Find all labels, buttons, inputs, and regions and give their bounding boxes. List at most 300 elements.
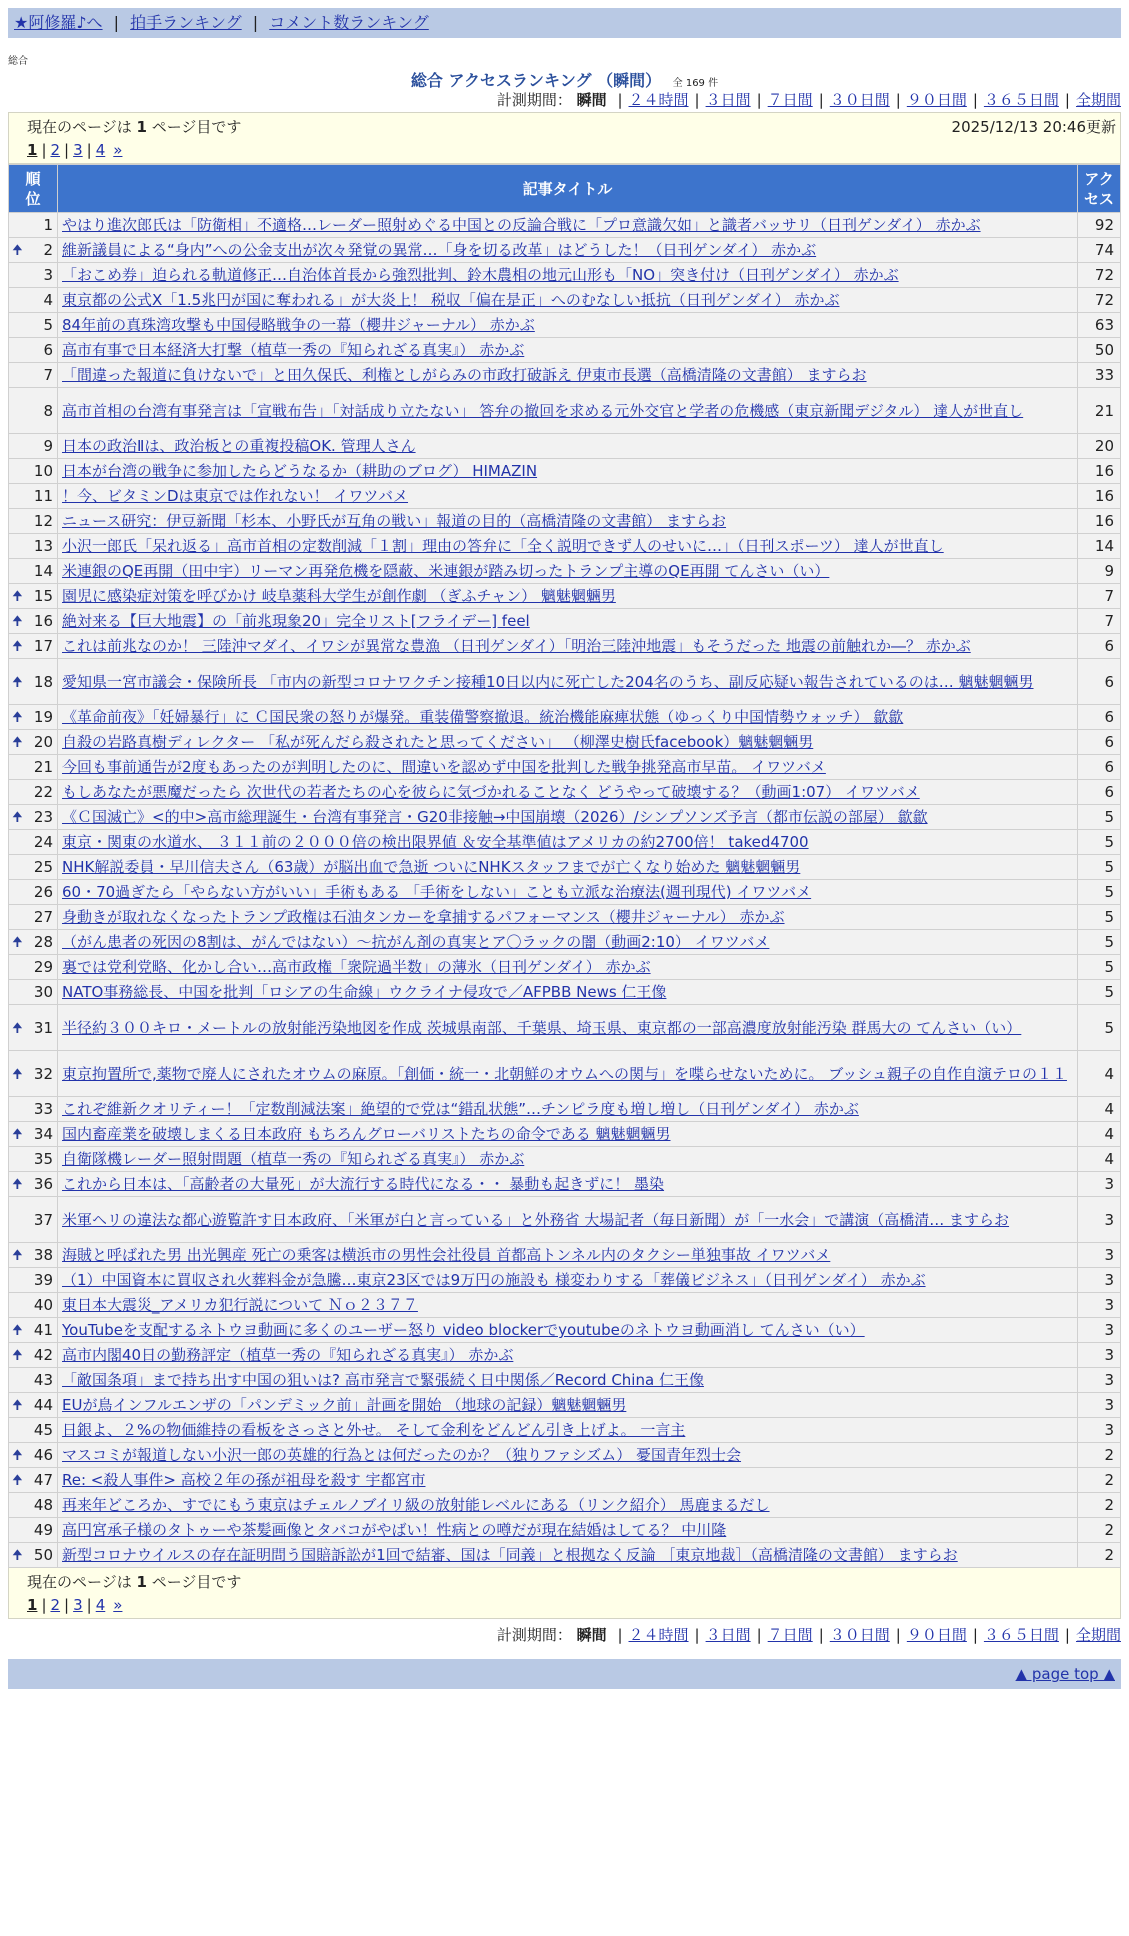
up-arrow-icon: 🠉 bbox=[12, 614, 23, 629]
access-header bbox=[1078, 165, 1121, 213]
article-link[interactable]: 高市有事で日本経済大打撃（植草一秀の『知られざる真実』） 赤かぶ bbox=[62, 341, 525, 359]
rank-number: 42 bbox=[33, 1346, 53, 1364]
article-link[interactable]: （がん患者の死因の8割は、がんではない）～抗がん剤の真実とア〇ラックの闇（動画2:10） イワツバメ bbox=[62, 933, 770, 951]
title-cell bbox=[58, 1468, 1078, 1493]
rank-cell bbox=[9, 1293, 58, 1318]
rank-cell bbox=[9, 1097, 58, 1122]
up-arrow-icon: 🠉 bbox=[12, 935, 23, 950]
title-header: 記事タイトル bbox=[58, 165, 1078, 213]
article-link[interactable]: （1）中国資本に買収され火葬料金が急騰…東京23区では9万円の施設も 様変わりする「葬儀ビジネス」（日刊ゲンダイ） 赤かぶ bbox=[62, 1271, 926, 1289]
nav-separator: | bbox=[113, 13, 120, 32]
rank-header-label: 順位 bbox=[25, 169, 41, 208]
rank-cell bbox=[9, 338, 58, 363]
up-arrow-icon: 🠉 bbox=[12, 674, 23, 690]
pagination-top bbox=[27, 139, 1116, 163]
rank-cell bbox=[9, 780, 58, 805]
rank-number: 41 bbox=[33, 1321, 53, 1339]
table-row bbox=[9, 1097, 1121, 1122]
period-link[interactable]: ９０日間 bbox=[906, 91, 967, 109]
article-link[interactable]: YouTubeを支配するネトウヨ動画に多くのユーザー怒り video blockerでyoutubeのネトウヨ動画消し てんさい（い） bbox=[62, 1321, 865, 1339]
access-count: 3 bbox=[1078, 1293, 1121, 1318]
rank-cell bbox=[9, 1343, 58, 1368]
rank-cell bbox=[9, 313, 58, 338]
article-link[interactable]: 絶対来る【巨大地震】の「前兆現象20」完全リスト[フライデー] feel bbox=[62, 612, 530, 630]
page-link[interactable]: 4 bbox=[95, 1596, 106, 1614]
article-link[interactable]: マスコミが報道しない小沢一郎の英雄的行為とは何だったのか？（独りファシズム） 憂国青年烈士会 bbox=[62, 1446, 742, 1464]
rank-number: 10 bbox=[33, 462, 53, 480]
rank-number: 43 bbox=[33, 1371, 53, 1389]
rank-number: 19 bbox=[33, 708, 53, 726]
up-arrow-icon: 🠉 bbox=[12, 1473, 23, 1488]
page-link[interactable]: 3 bbox=[73, 141, 83, 159]
rank-cell bbox=[9, 805, 58, 830]
access-count: 4 bbox=[1078, 1147, 1121, 1172]
article-link[interactable]: 東京都の公式X「1.5兆円が国に奪われる」が大炎上！ 税収「偏在是正」へのむなしい抵抗（日刊ゲンダイ） 赤かぶ bbox=[62, 291, 840, 309]
period-separator: | bbox=[972, 1626, 978, 1644]
table-row bbox=[9, 434, 1121, 459]
rank-cell bbox=[9, 1172, 58, 1197]
rank-cell bbox=[9, 509, 58, 534]
rank-header bbox=[9, 165, 58, 213]
access-count: 5 bbox=[1078, 830, 1121, 855]
period-label: 計測期間： bbox=[496, 91, 572, 109]
access-count: 4 bbox=[1078, 1051, 1121, 1097]
article-link[interactable]: 再来年どころか、すでにもう東京はチェルノブイリ級の放射能レベルにある（リンク紹介） 馬鹿まるだし bbox=[62, 1496, 770, 1514]
nav-separator: | bbox=[252, 13, 259, 32]
period-link[interactable]: ２４時間 bbox=[628, 91, 689, 109]
access-count: 6 bbox=[1078, 634, 1121, 659]
article-link[interactable]: 《Ｃ国滅亡》<的中>高市総理誕生・台湾有事発言・G20非接触→中国崩壊（2026）/シンプソンズ予言（都市伝説の部屋） 歙歙 bbox=[62, 808, 928, 826]
period-separator: | bbox=[756, 91, 762, 109]
article-link[interactable]: 「敵国条項」まで持ち出す中国の狙いは? 高市発言で緊張続く日中関係／Record China 仁王像 bbox=[62, 1371, 704, 1389]
article-link[interactable]: 海賊と呼ばれた男 出光興産 死亡の乗客は横浜市の男性会社役員 首都高トンネル内のタクシー単独事故 イワツバメ bbox=[62, 1246, 831, 1264]
rank-number: 24 bbox=[33, 833, 53, 851]
table-row bbox=[9, 1051, 1121, 1097]
rank-number: 33 bbox=[33, 1100, 53, 1118]
title-cell bbox=[58, 1097, 1078, 1122]
title-cell bbox=[58, 1005, 1078, 1051]
updated-timestamp: 2025/12/13 20:46更新 bbox=[951, 118, 1116, 136]
rank-number: 35 bbox=[33, 1150, 53, 1168]
table-row bbox=[9, 905, 1121, 930]
table-row bbox=[9, 880, 1121, 905]
article-link[interactable]: これぞ維新クオリティー！「定数削減法案」絶望的で党は“錯乱状態”…チンピラ度も増し増し（日刊ゲンダイ） 赤かぶ bbox=[62, 1100, 859, 1118]
access-count: 2 bbox=[1078, 1518, 1121, 1543]
period-link[interactable]: ３日間 bbox=[705, 91, 751, 109]
title-cell bbox=[58, 484, 1078, 509]
up-arrow-icon: 🠉 bbox=[12, 1127, 23, 1142]
title-cell bbox=[58, 1443, 1078, 1468]
up-arrow-icon: 🠉 bbox=[12, 1177, 23, 1192]
rank-number: 49 bbox=[33, 1521, 53, 1539]
access-count: 20 bbox=[1078, 434, 1121, 459]
rank-cell bbox=[9, 484, 58, 509]
article-link[interactable]: 日本の政治Ⅱは、政治板との重複投稿OK. 管理人さん bbox=[62, 437, 416, 455]
access-count: 72 bbox=[1078, 263, 1121, 288]
table-row bbox=[9, 780, 1121, 805]
rank-cell bbox=[9, 1318, 58, 1343]
rank-number: 36 bbox=[33, 1175, 53, 1193]
table-row bbox=[9, 1393, 1121, 1418]
table-row bbox=[9, 1293, 1121, 1318]
period-link[interactable]: ３６５日間 bbox=[983, 1626, 1059, 1644]
table-row bbox=[9, 1493, 1121, 1518]
footer-bar bbox=[8, 1659, 1121, 1689]
article-link[interactable]: ！今、ビタミンDは東京では作れない！ イワツバメ bbox=[62, 487, 409, 505]
title-cell bbox=[58, 509, 1078, 534]
period-separator: | bbox=[895, 91, 901, 109]
access-count: 9 bbox=[1078, 559, 1121, 584]
clap-ranking-link[interactable]: 拍手ランキング bbox=[130, 13, 242, 32]
rank-cell bbox=[9, 559, 58, 584]
rank-number: 28 bbox=[33, 933, 53, 951]
table-row bbox=[9, 1468, 1121, 1493]
access-count: 6 bbox=[1078, 659, 1121, 705]
table-row bbox=[9, 1005, 1121, 1051]
table-row bbox=[9, 484, 1121, 509]
title-cell bbox=[58, 609, 1078, 634]
rank-number: 46 bbox=[33, 1446, 53, 1464]
article-link[interactable]: 高市首相の台湾有事発言は「宣戦布告」「対話成り立たない」 答弁の撤回を求める元外交官と学者の危機感（東京新聞デジタル） 達人が世直し bbox=[62, 401, 1024, 420]
table-row bbox=[9, 288, 1121, 313]
article-link[interactable]: 日銀よ、２%の物価維持の看板をさっさと外せ。 そして金利をどんどん引き上げよ。 一言主 bbox=[62, 1421, 686, 1439]
rank-number: 47 bbox=[33, 1471, 53, 1489]
title-cell bbox=[58, 905, 1078, 930]
next-page-link[interactable]: » bbox=[113, 1596, 123, 1614]
period-link[interactable]: ７日間 bbox=[767, 1626, 813, 1644]
rank-cell bbox=[9, 905, 58, 930]
rank-cell bbox=[9, 1051, 58, 1097]
article-link[interactable]: 愛知県一宮市議会・保険所長 「市内の新型コロナワクチン接種10日以内に死亡した204名のうち、副反応疑い報告されているのは… 魑魅魍魎男 bbox=[62, 672, 1034, 691]
article-link[interactable]: これは前兆なのか！ 三陸沖マダイ、イワシが異常な豊漁 （日刊ゲンダイ）「明治三陸沖地震」もそうだった 地震の前触れか―？ 赤かぶ bbox=[62, 637, 971, 655]
article-link[interactable]: 東京拘置所で,薬物で廃人にされたオウムの麻原。「創価・統一・北朝鮮のオウムへの関与」を喋らせないために。 ブッシュ親子の自作自演テロの１１ bbox=[62, 1064, 1067, 1083]
table-row bbox=[9, 313, 1121, 338]
title-cell bbox=[58, 1493, 1078, 1518]
access-count: 33 bbox=[1078, 363, 1121, 388]
page-separator: | bbox=[86, 1596, 92, 1614]
article-link[interactable]: 裏では党利党略、化かし合い…高市政権「衆院過半数」の薄氷（日刊ゲンダイ） 赤かぶ bbox=[62, 958, 651, 976]
access-count: 3 bbox=[1078, 1172, 1121, 1197]
rank-number: 29 bbox=[33, 958, 53, 976]
title-cell bbox=[58, 584, 1078, 609]
period-separator: | bbox=[617, 91, 623, 109]
rank-number: 20 bbox=[33, 733, 53, 751]
period-link[interactable]: ７日間 bbox=[767, 91, 813, 109]
page-separator: | bbox=[41, 1596, 47, 1614]
access-count: 16 bbox=[1078, 509, 1121, 534]
access-count: 7 bbox=[1078, 584, 1121, 609]
access-count: 2 bbox=[1078, 1493, 1121, 1518]
title-cell bbox=[58, 880, 1078, 905]
table-row bbox=[9, 509, 1121, 534]
article-link[interactable]: 東京・関東の水道水、 ３１１前の２０００倍の検出限界値 ＆安全基準値はアメリカの約2700倍！ taked4700 bbox=[62, 833, 809, 851]
up-arrow-icon: 🠉 bbox=[12, 1448, 23, 1463]
table-row bbox=[9, 213, 1121, 238]
article-link[interactable]: 84年前の真珠湾攻撃も中国侵略戦争の一幕（櫻井ジャーナル） 赤かぶ bbox=[62, 316, 535, 334]
title-cell bbox=[58, 755, 1078, 780]
period-separator: | bbox=[818, 91, 824, 109]
title-cell bbox=[58, 459, 1078, 484]
period-separator: | bbox=[756, 1626, 762, 1644]
page-link[interactable]: 2 bbox=[50, 1596, 61, 1614]
title-cell bbox=[58, 930, 1078, 955]
article-link[interactable]: 自衛隊機レーダー照射問題（植草一秀の『知られざる真実』） 赤かぶ bbox=[62, 1150, 525, 1168]
access-count: 3 bbox=[1078, 1393, 1121, 1418]
article-link[interactable]: 維新議員による“身内”への公金支出が次々発覚の異常…「身を切る改革」はどうした！（日刊ゲンダイ） 赤かぶ bbox=[62, 241, 817, 259]
rank-cell bbox=[9, 1005, 58, 1051]
page-status-suffix: ページ目です bbox=[151, 1573, 242, 1591]
page-status-row bbox=[27, 115, 1116, 139]
access-count: 6 bbox=[1078, 705, 1121, 730]
rank-cell bbox=[9, 1147, 58, 1172]
article-link[interactable]: 《革命前夜》「妊婦暴行」に Ｃ国民衆の怒りが爆発。重装備警察撤退。統治機能麻痺状態（ゆっくり中国情勢ウォッチ） 歙歙 bbox=[62, 708, 904, 726]
title-cell bbox=[58, 313, 1078, 338]
rank-number: 11 bbox=[33, 487, 53, 505]
page-top-link[interactable]: ▲ page top ▲ bbox=[1015, 1665, 1115, 1683]
up-arrow-icon: 🠉 bbox=[12, 810, 23, 825]
access-count: 16 bbox=[1078, 484, 1121, 509]
rank-cell bbox=[9, 705, 58, 730]
table-row bbox=[9, 1243, 1121, 1268]
rank-number: 5 bbox=[43, 316, 53, 334]
access-count: 3 bbox=[1078, 1197, 1121, 1243]
access-count: 6 bbox=[1078, 780, 1121, 805]
rank-cell bbox=[9, 855, 58, 880]
rank-number: 1 bbox=[43, 216, 53, 234]
table-row bbox=[9, 459, 1121, 484]
rank-cell bbox=[9, 1493, 58, 1518]
table-row bbox=[9, 955, 1121, 980]
ranking-panel bbox=[8, 112, 1121, 164]
rank-cell bbox=[9, 1418, 58, 1443]
access-count: 5 bbox=[1078, 880, 1121, 905]
title-cell bbox=[58, 434, 1078, 459]
table-row bbox=[9, 930, 1121, 955]
item-count: 全 169 件 bbox=[672, 78, 719, 89]
access-count: 5 bbox=[1078, 955, 1121, 980]
title-cell bbox=[58, 805, 1078, 830]
title-cell bbox=[58, 388, 1078, 434]
access-count: 92 bbox=[1078, 213, 1121, 238]
access-count: 2 bbox=[1078, 1443, 1121, 1468]
title-cell bbox=[58, 1543, 1078, 1568]
article-link[interactable]: ニュース研究：伊豆新聞「杉本、小野氏が互角の戦い」報道の目的（高橋清隆の文書館） ますらお bbox=[62, 512, 727, 530]
access-count: 6 bbox=[1078, 755, 1121, 780]
page-title bbox=[8, 68, 1121, 88]
rank-number: 3 bbox=[43, 266, 53, 284]
page-status-number: 1 bbox=[136, 118, 147, 136]
title-cell bbox=[58, 634, 1078, 659]
title-cell bbox=[58, 705, 1078, 730]
up-arrow-icon: 🠉 bbox=[12, 1348, 23, 1363]
title-cell bbox=[58, 980, 1078, 1005]
page-status-bottom bbox=[27, 1570, 241, 1594]
access-count: 5 bbox=[1078, 980, 1121, 1005]
up-arrow-icon: 🠉 bbox=[12, 639, 23, 654]
access-count: 3 bbox=[1078, 1268, 1121, 1293]
rank-number: 22 bbox=[33, 783, 53, 801]
title-cell bbox=[58, 338, 1078, 363]
comment-ranking-link[interactable]: コメント数ランキング bbox=[269, 13, 429, 32]
table-row bbox=[9, 609, 1121, 634]
rank-number: 31 bbox=[33, 1018, 53, 1037]
period-separator: | bbox=[972, 91, 978, 109]
page-status-row-bottom bbox=[27, 1570, 1116, 1594]
up-arrow-icon: 🠉 bbox=[12, 1323, 23, 1338]
rank-cell bbox=[9, 930, 58, 955]
access-count: 3 bbox=[1078, 1318, 1121, 1343]
table-row bbox=[9, 1343, 1121, 1368]
title-cell bbox=[58, 1368, 1078, 1393]
rank-number: 26 bbox=[33, 883, 53, 901]
rank-cell bbox=[9, 609, 58, 634]
access-count: 16 bbox=[1078, 459, 1121, 484]
article-link[interactable]: 身動きが取れなくなったトランプ政権は石油タンカーを拿捕するパフォーマンス（櫻井ジャーナル） 赤かぶ bbox=[62, 908, 785, 926]
article-link[interactable]: 高円宮承子様のタトゥーや茶髪画像とタバコがやばい！性病との噂だが現在結婚はしてる？ 中川隆 bbox=[62, 1521, 727, 1539]
access-count: 7 bbox=[1078, 609, 1121, 634]
page-separator: | bbox=[41, 141, 47, 159]
table-row bbox=[9, 1543, 1121, 1568]
rank-cell bbox=[9, 434, 58, 459]
page-status-number: 1 bbox=[136, 1573, 147, 1591]
title-cell bbox=[58, 1518, 1078, 1543]
home-link[interactable]: ★阿修羅♪へ bbox=[14, 13, 103, 32]
period-link[interactable]: ３０日間 bbox=[829, 91, 890, 109]
title-cell bbox=[58, 1393, 1078, 1418]
table-row bbox=[9, 584, 1121, 609]
access-count: 63 bbox=[1078, 313, 1121, 338]
access-count: 6 bbox=[1078, 730, 1121, 755]
table-row bbox=[9, 980, 1121, 1005]
rank-cell bbox=[9, 263, 58, 288]
article-link[interactable]: 自殺の岩路真樹ディレクター 「私が死んだら殺されたと思ってください」 （柳澤史樹氏facebook）魑魅魍魎男 bbox=[62, 733, 814, 751]
rank-number: 48 bbox=[33, 1496, 53, 1514]
access-count: 2 bbox=[1078, 1543, 1121, 1568]
up-arrow-icon: 🠉 bbox=[12, 710, 23, 725]
rank-cell bbox=[9, 1468, 58, 1493]
period-link[interactable]: ２４時間 bbox=[628, 1626, 689, 1644]
access-count: 2 bbox=[1078, 1468, 1121, 1493]
page-separator: | bbox=[86, 141, 92, 159]
top-nav-bar bbox=[8, 8, 1121, 38]
article-link[interactable]: NHK解説委員・早川信夫さん（63歳）が脳出血で急逝 ついにNHKスタッフまでが亡くなり始めた 魑魅魍魎男 bbox=[62, 858, 801, 876]
period-link[interactable]: 全期間 bbox=[1075, 91, 1121, 109]
up-arrow-icon: 🠉 bbox=[12, 243, 23, 258]
title-cell bbox=[58, 263, 1078, 288]
page-current: 1 bbox=[27, 141, 38, 159]
article-link[interactable]: 60・70過ぎたら「やらない方がいい」手術もある 「手術をしない」ことも立派な治療法(週刊現代) イワツバメ bbox=[62, 883, 812, 901]
rank-cell bbox=[9, 388, 58, 434]
ranking-rows bbox=[9, 213, 1121, 1568]
article-link[interactable]: 東日本大震災_アメリカ犯行説について Ｎｏ２３７７ bbox=[62, 1296, 418, 1314]
page-link[interactable]: 3 bbox=[73, 1596, 83, 1614]
access-count: 21 bbox=[1078, 388, 1121, 434]
access-count: 5 bbox=[1078, 930, 1121, 955]
article-link[interactable]: 「おこめ券」迫られる軌道修正…自治体首長から強烈批判、鈴木農相の地元山形も「NO」突き付け（日刊ゲンダイ） 赤かぶ bbox=[62, 266, 899, 284]
article-link[interactable]: 園児に感染症対策を呼びかけ 岐阜薬科大学生が創作劇 （ぎふチャン） 魑魅魍魎男 bbox=[62, 587, 616, 605]
article-link[interactable]: 米連銀のQE再開（田中宇）リーマン再発危機を隠蔽、米連銀が踏み切ったトランプ主導のQE再開 てんさい（い） bbox=[62, 562, 830, 580]
article-link[interactable]: 国内畜産業を破壊しまくる日本政府 もちろんグローバリストたちの命令である 魑魅魍魎男 bbox=[62, 1125, 671, 1143]
rank-cell bbox=[9, 1197, 58, 1243]
table-row bbox=[9, 559, 1121, 584]
article-link[interactable]: 日本が台湾の戦争に参加したらどうなるか（耕助のブログ） HIMAZIN bbox=[62, 462, 538, 480]
period-link[interactable]: ３日間 bbox=[705, 1626, 751, 1644]
article-link[interactable]: これから日本は、「高齢者の大量死」が大流行する時代になる・・ 暴動も起きずに！ 墨染 bbox=[62, 1175, 665, 1193]
title-cell bbox=[58, 1172, 1078, 1197]
title-cell bbox=[58, 1243, 1078, 1268]
up-arrow-icon: 🠉 bbox=[12, 589, 23, 604]
rank-number: 23 bbox=[33, 808, 53, 826]
rank-cell bbox=[9, 634, 58, 659]
rank-cell bbox=[9, 1243, 58, 1268]
rank-number: 30 bbox=[33, 983, 53, 1001]
access-count: 3 bbox=[1078, 1343, 1121, 1368]
article-link[interactable]: 「間違った報道に負けないで」と田久保氏、利権としがらみの市政打破訴え 伊東市長選（高橋清隆の文書館） ますらお bbox=[62, 366, 867, 384]
title-cell bbox=[58, 830, 1078, 855]
page-link[interactable]: 2 bbox=[50, 141, 61, 159]
table-row bbox=[9, 1368, 1121, 1393]
period-separator: | bbox=[1064, 1626, 1070, 1644]
title-cell bbox=[58, 1318, 1078, 1343]
article-link[interactable]: NATO事務総長、中国を批判「ロシアの生命線」ウクライナ侵攻で／AFPBB News 仁王像 bbox=[62, 983, 667, 1001]
access-header-label: アクセス bbox=[1083, 169, 1114, 208]
ranking-table bbox=[8, 164, 1121, 1568]
rank-number: 12 bbox=[33, 512, 53, 530]
article-link[interactable]: Re: <殺人事件> 高校２年の孫が祖母を殺す 宇都宮市 bbox=[62, 1471, 426, 1489]
access-count: 3 bbox=[1078, 1418, 1121, 1443]
table-row bbox=[9, 363, 1121, 388]
article-link[interactable]: もしあなたが悪魔だったら 次世代の若者たちの心を彼らに気づかれることなく どうやって破壊する？（動画1:07） イワツバメ bbox=[62, 783, 920, 801]
article-link[interactable]: やはり進次郎氏は「防衛相」不適格…レーダー照射めぐる中国との反論合戦に「プロ意識欠如」と識者バッサリ（日刊ゲンダイ） 赤かぶ bbox=[62, 216, 981, 234]
access-count: 50 bbox=[1078, 338, 1121, 363]
period-separator: | bbox=[1064, 91, 1070, 109]
article-link[interactable]: EUが鳥インフルエンザの「パンデミック前」計画を開始 （地球の記録）魑魅魍魎男 bbox=[62, 1396, 627, 1414]
rank-number: 25 bbox=[33, 858, 53, 876]
article-link[interactable]: 今回も事前通告が2度もあったのが判明したのに、間違いを認めず中国を批判した戦争挑発高市早苗。 イワツバメ bbox=[62, 758, 826, 776]
rank-number: 2 bbox=[43, 241, 53, 259]
next-page-link[interactable]: » bbox=[113, 141, 123, 159]
page-separator: | bbox=[64, 1596, 70, 1614]
rank-cell bbox=[9, 584, 58, 609]
rank-cell bbox=[9, 534, 58, 559]
title-cell bbox=[58, 955, 1078, 980]
rank-number: 34 bbox=[33, 1125, 53, 1143]
article-link[interactable]: 新型コロナウイルスの存在証明問う国賠訴訟が1回で結審、国は「同義」と根拠なく反論 ［東京地裁］（高橋清隆の文書館） ますらお bbox=[62, 1546, 958, 1564]
article-link[interactable]: 高市内閣40日の勤務評定（植草一秀の『知られざる真実』） 赤かぶ bbox=[62, 1346, 514, 1364]
period-link[interactable]: ３６５日間 bbox=[983, 91, 1059, 109]
access-count: 5 bbox=[1078, 1005, 1121, 1051]
period-separator: | bbox=[895, 1626, 901, 1644]
table-row bbox=[9, 855, 1121, 880]
rank-number: 38 bbox=[33, 1246, 53, 1264]
table-row bbox=[9, 1172, 1121, 1197]
access-count: 5 bbox=[1078, 855, 1121, 880]
period-link[interactable]: ３０日間 bbox=[829, 1626, 890, 1644]
table-row bbox=[9, 1147, 1121, 1172]
page-link[interactable]: 4 bbox=[95, 141, 106, 159]
period-link[interactable]: 全期間 bbox=[1075, 1626, 1121, 1644]
article-link[interactable]: 小沢一郎氏「呆れ返る」高市首相の定数削減「１割」理由の答弁に「全く説明できず人のせいに…」（日刊スポーツ） 達人が世直し bbox=[62, 537, 944, 555]
period-link[interactable]: ９０日間 bbox=[906, 1626, 967, 1644]
article-link[interactable]: 米軍ヘリの違法な都心遊覧許す日本政府、「米軍が白と言っている」と外務省 大場記者（毎日新聞）が「一水会」で講演（高橋清… ますらお bbox=[62, 1210, 1010, 1229]
rank-number: 32 bbox=[33, 1064, 53, 1083]
table-row bbox=[9, 238, 1121, 263]
rank-cell bbox=[9, 363, 58, 388]
period-links bbox=[611, 1626, 1121, 1644]
title-cell bbox=[58, 213, 1078, 238]
article-link[interactable]: 半径約３００キロ・メートルの放射能汚染地図を作成 茨城県南部、千葉県、埼玉県、東京都の一部高濃度放射能汚染 群馬大の てんさい（い） bbox=[62, 1018, 1022, 1037]
access-count: 14 bbox=[1078, 534, 1121, 559]
